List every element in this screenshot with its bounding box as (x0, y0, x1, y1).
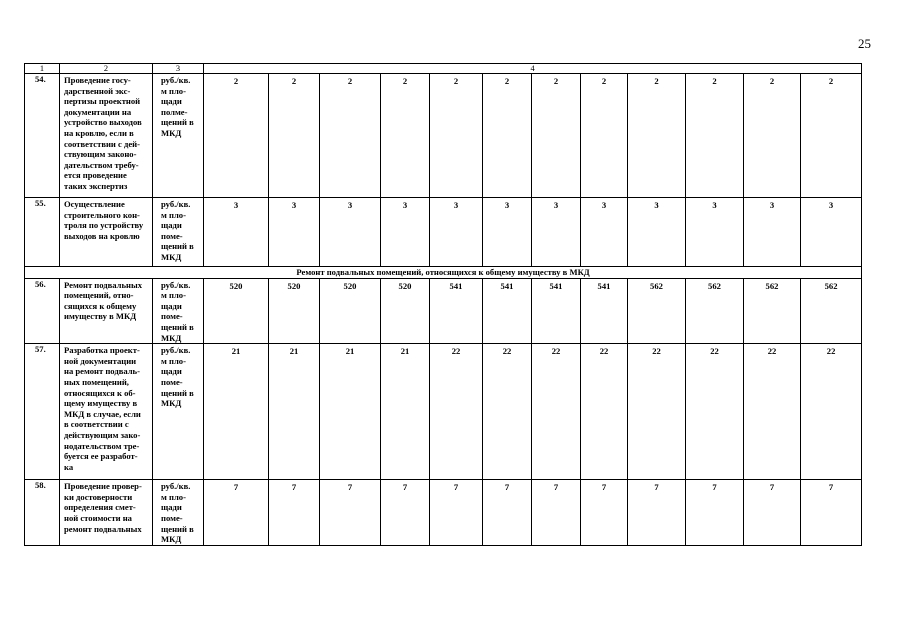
row-value: 3 (269, 198, 320, 267)
row-value: 7 (744, 480, 801, 546)
row-value: 2 (628, 74, 686, 198)
row-value: 22 (686, 344, 744, 480)
row-number: 55. (25, 198, 60, 267)
row-value: 2 (744, 74, 801, 198)
header-col-2: 2 (60, 64, 153, 74)
row-value: 3 (744, 198, 801, 267)
row-value: 7 (686, 480, 744, 546)
table-row (25, 344, 862, 480)
row-value: 22 (744, 344, 801, 480)
row-value: 541 (532, 278, 581, 344)
row-value: 7 (269, 480, 320, 546)
row-value: 7 (532, 480, 581, 546)
row-value: 7 (381, 480, 430, 546)
row-value: 3 (532, 198, 581, 267)
row-value: 541 (483, 278, 532, 344)
row-value: 562 (628, 278, 686, 344)
row-value: 562 (686, 278, 744, 344)
section-title: Ремонт подвальных помещений, относящихся к общему имуществу в МКД (25, 267, 862, 279)
row-value: 520 (204, 278, 269, 344)
row-value: 3 (581, 198, 628, 267)
row-value: 22 (581, 344, 628, 480)
row-name: Осуществление строительного кон- троля по устройству выходов на кровлю (60, 198, 153, 267)
row-value: 2 (801, 74, 862, 198)
header-col-1: 1 (25, 64, 60, 74)
row-value: 7 (320, 480, 381, 546)
header-col-3: 3 (153, 64, 204, 74)
row-unit: руб./кв. м пло- щади полме- щений в МКД (153, 74, 204, 198)
row-number: 56. (25, 278, 60, 344)
row-value: 7 (628, 480, 686, 546)
row-name: Ремонт подвальных помещений, отно- сящихся к общему имуществу в МКД (60, 278, 153, 344)
row-value: 3 (801, 198, 862, 267)
row-number: 58. (25, 480, 60, 546)
row-value: 22 (532, 344, 581, 480)
section-row (25, 267, 862, 279)
row-value: 3 (204, 198, 269, 267)
row-name: Проведение госу- дарственной экс- пертизы проектной документации на устройство выходов на кровлю, если в соответствии с дей- ствующим законо- дательством требу- ется проведение таких экспертиз (60, 74, 153, 198)
row-value: 2 (320, 74, 381, 198)
row-value: 2 (430, 74, 483, 198)
row-value: 7 (581, 480, 628, 546)
row-value: 21 (269, 344, 320, 480)
row-value: 22 (801, 344, 862, 480)
row-value: 2 (381, 74, 430, 198)
row-value: 22 (483, 344, 532, 480)
row-value: 22 (628, 344, 686, 480)
tariff-table (24, 63, 862, 546)
table-row (25, 198, 862, 267)
row-value: 7 (430, 480, 483, 546)
row-value: 3 (628, 198, 686, 267)
row-unit: руб./кв. м пло- щади поме- щений в МКД (153, 480, 204, 546)
row-unit: руб./кв. м пло- щади поме- щений в МКД (153, 344, 204, 480)
table-row (25, 74, 862, 198)
header-col-4: 4 (204, 64, 862, 74)
row-value: 22 (430, 344, 483, 480)
row-value: 21 (320, 344, 381, 480)
table-row (25, 480, 862, 546)
row-value: 562 (801, 278, 862, 344)
row-value: 2 (483, 74, 532, 198)
row-value: 7 (483, 480, 532, 546)
row-unit: руб./кв. м пло- щади поме- щений в МКД (153, 198, 204, 267)
row-value: 520 (381, 278, 430, 344)
row-name: Разработка проект- ной документации на ремонт подваль- ных помещений, относящихся к об- щему имуществу в МКД в случае, если в соответствии с действующим зако- нодательством тре- буется ее разработ- ка (60, 344, 153, 480)
table-row (25, 278, 862, 344)
row-value: 7 (801, 480, 862, 546)
row-number: 57. (25, 344, 60, 480)
row-value: 2 (532, 74, 581, 198)
row-value: 3 (381, 198, 430, 267)
row-value: 541 (581, 278, 628, 344)
row-value: 562 (744, 278, 801, 344)
row-value: 3 (430, 198, 483, 267)
page-number: 25 (858, 36, 871, 51)
row-value: 21 (381, 344, 430, 480)
row-value: 3 (483, 198, 532, 267)
row-value: 541 (430, 278, 483, 344)
row-value: 7 (204, 480, 269, 546)
row-value: 3 (686, 198, 744, 267)
row-value: 2 (204, 74, 269, 198)
row-value: 2 (269, 74, 320, 198)
row-value: 3 (320, 198, 381, 267)
row-number: 54. (25, 74, 60, 198)
header-row (25, 64, 862, 74)
row-value: 520 (320, 278, 381, 344)
row-value: 21 (204, 344, 269, 480)
row-value: 520 (269, 278, 320, 344)
row-unit: руб./кв. м пло- щади поме- щений в МКД (153, 278, 204, 344)
row-value: 2 (581, 74, 628, 198)
row-value: 2 (686, 74, 744, 198)
row-name: Проведение провер- ки достоверности определения смет- ной стоимости на ремонт подвальных (60, 480, 153, 546)
